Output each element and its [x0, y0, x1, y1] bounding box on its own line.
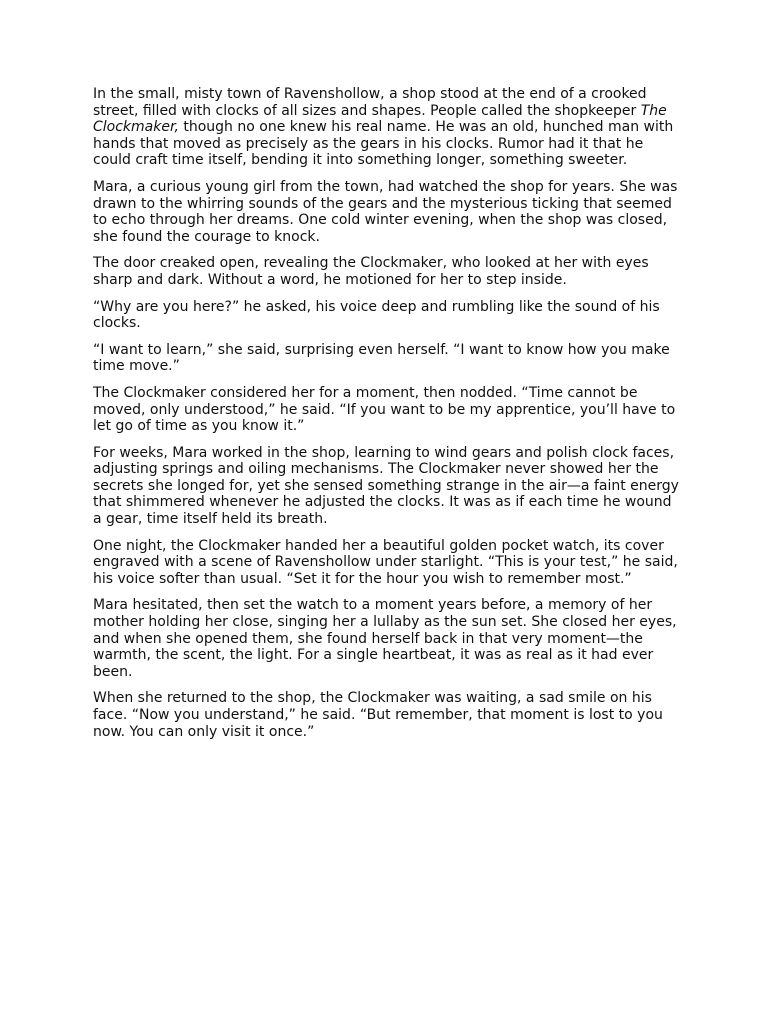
paragraph-5: “I want to learn,” she said, surprising even herself. “I want to know how you make time move.”	[93, 341, 670, 375]
paragraph-1-rest: though no one knew his real name. He was an old, hunched man with hands that moved as precisely as the gears in his clocks. Rumor had it that he could craft time itself, bending it into something longer, something sweeter.	[93, 119, 674, 169]
paragraph-2: Mara, a curious young girl from the town, had watched the shop for years. She was drawn to the whirring sounds of the gears and the mysterious ticking that seemed to echo through her dreams. One cold winter evening, when the shop was closed, she found the courage to knock.	[93, 178, 678, 245]
paragraph-3: The door creaked open, revealing the Clockmaker, who looked at her with eyes sharp and dark. Without a word, he motioned for her to step inside.	[93, 255, 649, 288]
paragraph-1-lead: In the small, misty town of Ravenshollow, a shop stood at the end of a crooked street, filled with clocks of all sizes and shapes. People called the shopkeeper	[93, 86, 647, 119]
paragraph-6: The Clockmaker considered her for a moment, then nodded. “Time cannot be moved, only understood,” he said. “If you want to be my apprentice, you’ll have to let go of time as you know it.”	[93, 384, 676, 435]
paragraph-9: Mara hesitated, then set the watch to a moment years before, a memory of her mother holding her close, singing her a lullaby as the sun set. She closed her eyes, and when she opened them, she found herself back in that very moment—the warmth, the scent, the light. For a single heartbeat, it was as real as it had ever been.	[93, 597, 677, 680]
shopkeeper-title: The Clockmaker,	[93, 102, 667, 136]
paragraph-10: When she returned to the shop, the Clockmaker was waiting, a sad smile on his face. “Now you understand,” he said. “But remember, that moment is lost to you now. You can only visit it once.”	[93, 690, 663, 740]
paragraph-7: For weeks, Mara worked in the shop, learning to wind gears and polish clock faces, adjusting springs and oiling mechanisms. The Clockmaker never showed her the secrets she longed for, yet she sensed something strange in the air—a faint energy that shimmered whenever he adjusted the clocks. It was as if each time he wound a gear, time itself held its breath.	[93, 444, 679, 528]
document-page	[93, 86, 681, 750]
paragraph-4: “Why are you here?” he asked, his voice deep and rumbling like the sound of his clocks.	[93, 298, 660, 332]
paragraph-8: One night, the Clockmaker handed her a beautiful golden pocket watch, its cover engraved with a scene of Ravenshollow under starlight. “This is your test,” he said, his voice softer than usual. “Set it for the hour you wish to remember most.”	[93, 537, 678, 587]
paragraph-1	[93, 86, 681, 169]
